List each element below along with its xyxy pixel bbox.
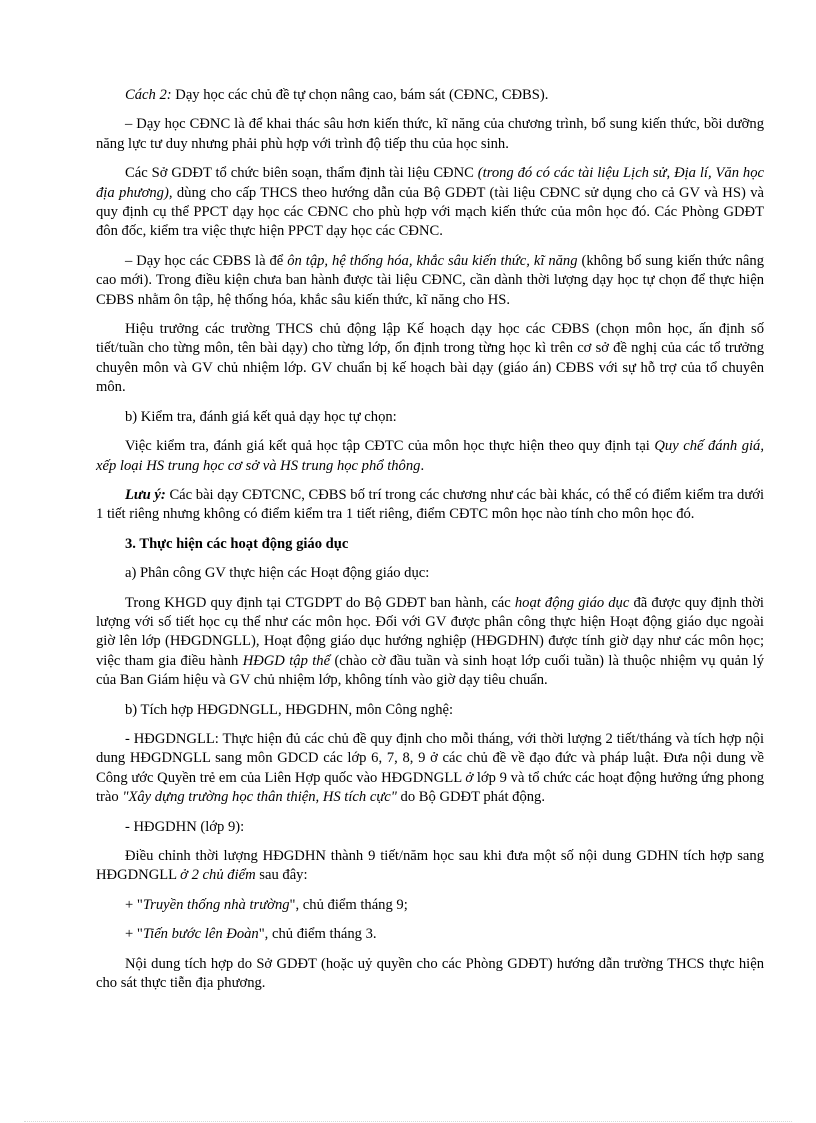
paragraph-italic: HĐGD tập thể [242, 652, 331, 669]
paragraph-text: . [420, 457, 425, 474]
section-title: 3. Thực hiện các hoạt động giáo dục [125, 535, 349, 552]
subheading-hdgdhn [96, 818, 764, 837]
paragraph-text: – Dạy học CĐNC là để khai thác sâu hơn kiến thức, kĩ năng của chương trình, bổ sung kiến thức, bồi dưỡng năng lực tư duy nhưng phải phù hợp với trình độ tiếp thu của học sinh. [96, 116, 764, 152]
paragraph-text: Điều chỉnh thời lượng HĐGDHN thành 9 tiết/năm học sau khi đưa một số nội dung GDHN tích hợp sang HĐGDNGLL [96, 848, 764, 884]
paragraph-text: - HĐGDNGLL: Thực hiện đủ các chủ đề quy định cho mỗi tháng, với thời lượng 2 tiết/tháng và tích hợp nội dung HĐGDNGLL sang môn GDCD các lớp 6, 7, 8, 9 ở các chủ đề về đạo đức và pháp luật. Đưa nội dung về Công ước Quyền trẻ em của Liên Hợp quốc vào HĐGDNGLL [96, 730, 764, 786]
paragraph-text: đã được quy định thời lượng với số tiết học cụ thể như các môn học. Đối với GV được phân công thực hiện Hoạt động giáo dục ngoài giờ lên lớp (HĐGDNGLL), Hoạt động giáo dục hướng nghiệp (HĐGDHN) được tính giờ dạy như các môn học; việc tham gia điều hành [96, 594, 764, 669]
subheading-kiem-tra [96, 408, 764, 427]
paragraph-so-gddt [96, 164, 764, 242]
paragraph-kiem-tra [96, 437, 764, 476]
paragraph-luu-y [96, 486, 764, 525]
paragraph-italic: "Xây dựng trường học thân thiện, HS tích cực" [122, 789, 397, 806]
paragraph-text: b) Kiểm tra, đánh giá kết quả dạy học tự chọn: [125, 408, 397, 425]
document-page [96, 86, 764, 1003]
paragraph-text: Nội dung tích hợp do Sở GDĐT (hoặc uỷ quyền cho các Phòng GDĐT) hướng dẫn trường THCS thực hiện cho sát thực tiễn địa phương. [96, 955, 764, 992]
paragraph-text: (không bổ sung kiến thức nâng cao mới). Trong điều kiện chưa ban hành được tài liệu CĐNC, cần dành thời lượng dạy học tự chọn để thực hiện CĐBS nhằm ôn tập, hệ thống hóa, khắc sâu kiến thức, kĩ năng cho HS. [96, 252, 764, 308]
paragraph-text: ", chủ điểm tháng 3. [258, 926, 377, 943]
list-item-tien-buoc [96, 925, 764, 944]
paragraph-text: Hiệu trưởng các trường THCS chủ động lập Kế hoạch dạy học các CĐBS (chọn môn học, ấn định số tiết/tuần cho từng môn, tên bài dạy) cho từng lớp, ổn định trong từng học kì trên cơ sở đề nghị của các tổ trưởng chuyên môn và GV chủ nhiệm lớp. GV chuẩn bị kế hoạch bài dạy (giáo án) CĐBS với sự hỗ trợ của tổ chuyên môn. [96, 321, 764, 396]
paragraph-italic: ở [465, 769, 474, 786]
section-heading-3 [96, 535, 764, 554]
cach-2-text: Dạy học các chủ đề tự chọn nâng cao, bám sát (CĐNC, CĐBS). [171, 87, 549, 103]
paragraph-italic: ở 2 chủ điểm [180, 867, 256, 884]
paragraph-text: Các Sở GDĐT tổ chức biên soạn, thẩm định tài liệu CĐNC [125, 165, 478, 182]
paragraph-hieu-truong [96, 320, 764, 398]
paragraph-text: Việc kiểm tra, đánh giá kết quả học tập CĐTC của môn học thực hiện theo quy định tại [125, 438, 655, 455]
paragraph-dieu-chinh [96, 847, 764, 886]
paragraph-cdnc-purpose [96, 115, 764, 154]
paragraph-italic: Tiến bước lên Đoàn [142, 926, 259, 943]
list-item-truyen-thong [96, 896, 764, 915]
paragraph-italic: Quy chế đánh giá, xếp loại HS trung học cơ sở và HS trung học phổ thông [96, 438, 765, 474]
page-bottom-divider [24, 1121, 792, 1122]
paragraph-cdbs-purpose [96, 252, 764, 310]
paragraph-text: do Bộ GDĐT phát động. [396, 789, 545, 806]
paragraph-text: sau đây: [255, 867, 308, 884]
paragraph-text: lớp 9 và tổ chức các hoạt động hưởng ứng phong trào [96, 769, 764, 806]
paragraph-text: Các bài dạy CĐTCNC, CĐBS bố trí trong các chương như các bài khác, có thể có điểm kiểm tra dưới 1 tiết riêng nhưng không có điểm kiểm tra 1 tiết riêng, điểm CĐTC môn học nào tính cho môn học đó. [96, 486, 764, 523]
paragraph-text: b) Tích hợp HĐGDNGLL, HĐGDHN, môn Công nghệ: [125, 701, 454, 718]
subheading-phan-cong [96, 564, 764, 583]
paragraph-text: + " [125, 926, 143, 943]
paragraph-italic: Truyền thống nhà trường [142, 896, 290, 913]
paragraph-text: dùng cho cấp THCS theo hướng dẫn của Bộ GDĐT (tài liệu CĐNC sử dụng cho cả GV và HS) và quy định cụ thể PPCT dạy học các CĐNC cho phù hợp với mạch kiến thức của môn học đó. Các Phòng GDĐT đôn đốc, kiểm tra việc thực hiện PPCT dạy học các CĐNC. [96, 184, 764, 240]
paragraph-text: - HĐGDHN (lớp 9): [125, 818, 245, 835]
paragraph-text: a) Phân công GV thực hiện các Hoạt động giáo dục: [125, 565, 430, 582]
paragraph-text: – Dạy học các CĐBS là để [125, 252, 288, 269]
subheading-tich-hop [96, 701, 764, 720]
paragraph-cach-2 [96, 86, 764, 105]
paragraph-italic: hoạt động giáo dục [514, 594, 630, 611]
paragraph-khgd [96, 594, 764, 691]
paragraph-italic: ôn tập, hệ thống hóa, khắc sâu kiến thức, kĩ năng [287, 252, 578, 269]
paragraph-noi-dung-tich-hop [96, 955, 764, 994]
paragraph-text: ", chủ điểm tháng 9; [289, 896, 408, 913]
luu-y-label: Lưu ý: [125, 486, 166, 503]
paragraph-text: + " [125, 896, 143, 913]
paragraph-text: Trong KHGD quy định tại CTGDPT do Bộ GDĐT ban hành, các [125, 594, 515, 611]
cach-2-label: Cách 2: [125, 87, 172, 103]
paragraph-text: (chào cờ đầu tuần và sinh hoạt lớp cuối tuần) là thuộc nhiệm vụ quản lý của Ban Giám hiệu và GV chủ nhiệm lớp, không tính vào giờ dạy tiêu chuẩn. [96, 652, 765, 689]
paragraph-italic: (trong đó có các tài liệu Lịch sử, Địa lí, Văn học địa phương), [96, 165, 764, 201]
paragraph-hdgdngll [96, 730, 764, 808]
